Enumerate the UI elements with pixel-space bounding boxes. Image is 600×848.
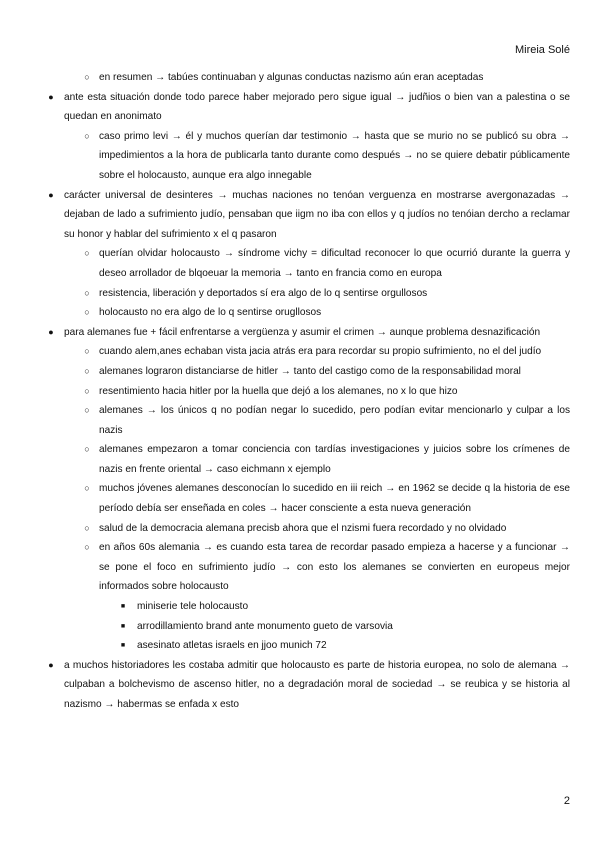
list-item — [0, 636, 600, 656]
list-item — [0, 382, 600, 402]
square-bullet-icon: ■ — [120, 603, 126, 611]
hollow-circle-bullet-icon: ○ — [84, 483, 90, 494]
hollow-circle-bullet-icon: ○ — [84, 346, 90, 357]
list-item-text: asesinato atletas israels en jjoo munich 72 — [137, 640, 327, 652]
list-item — [0, 362, 600, 382]
list-item-text: alemanes lograron distanciarse de hitler → tanto del castigo como de la responsabilidad moral — [99, 365, 521, 377]
hollow-circle-bullet-icon: ○ — [84, 444, 90, 455]
list-item-text: muchos jóvenes alemanes desconocían lo sucedido en iii reich → en 1962 se decide q la historia de ese período debía ser enseñada en coles → hacer consciente a esta nueva generación — [99, 483, 570, 515]
hollow-circle-bullet-icon: ○ — [84, 542, 90, 553]
square-bullet-icon: ■ — [120, 622, 126, 630]
list-item — [0, 323, 600, 343]
hollow-circle-bullet-icon: ○ — [84, 405, 90, 416]
list-item — [0, 401, 600, 440]
page-number: 2 — [563, 795, 570, 807]
list-item-text: a muchos historiadores les costaba admitir que holocausto es parte de historia europea, no solo de alemana → culpaban a bolchevismo de ascenso hitler, no a degradación moral de sociedad → se reubica y se historia al nazismo → habermas se enfada x esto — [64, 659, 570, 710]
list-item-text: miniserie tele holocausto — [137, 601, 249, 613]
list-item — [0, 617, 600, 637]
hollow-circle-bullet-icon: ○ — [84, 365, 90, 376]
list-item-text: carácter universal de desinteres → muchas naciones no tenóan verguenza en mostrarse avergonazadas → dejaban de lado a sufrimiento judío, pensaban que iigm no iba con ellos y q judíos no tenóian dercho a reclamar su honor y hablar del sufrimiento x el q pasaron — [64, 189, 570, 240]
filled-circle-bullet-icon: ● — [48, 91, 54, 102]
list-item-text: holocausto no era algo de lo q sentirse orugllosos — [99, 307, 322, 319]
hollow-circle-bullet-icon: ○ — [84, 385, 90, 396]
list-item-text: en años 60s alemania → es cuando esta tarea de recordar pasado empieza a hacerse y a funcionar → se pone el foco en sufrimiento judío → con esto los alemanes se convierten en europeus mejor informados sobre holocausto — [99, 542, 570, 593]
list-item — [0, 244, 600, 283]
filled-circle-bullet-icon: ● — [48, 326, 54, 337]
list-item — [0, 284, 600, 304]
list-item — [0, 479, 600, 518]
list-item — [0, 303, 600, 323]
hollow-circle-bullet-icon: ○ — [84, 287, 90, 298]
list-item — [0, 68, 600, 88]
list-item-text: para alemanes fue + fácil enfrentarse a vergüenza y asumir el crimen → aunque problema desnazificación — [64, 326, 541, 338]
list-item — [0, 597, 600, 617]
hollow-circle-bullet-icon: ○ — [84, 248, 90, 259]
filled-circle-bullet-icon: ● — [48, 189, 54, 200]
outline-list — [0, 68, 600, 715]
list-item-text: en resumen → tabúes continuaban y algunas conductas nazismo aún eran aceptadas — [99, 72, 484, 83]
hollow-circle-bullet-icon: ○ — [84, 307, 90, 318]
list-item — [0, 186, 600, 245]
square-bullet-icon: ■ — [120, 642, 126, 650]
hollow-circle-bullet-icon: ○ — [84, 130, 90, 141]
list-item-text: alemanes → los únicos q no podían negar lo sucedido, pero podían evitar mencionarlo y culpar a los nazis — [99, 405, 570, 436]
list-item-text: ante esta situación donde todo parece haber mejorado pero sigue igual → judñios o bien van a palestina o se quedan en anonimato — [64, 91, 570, 123]
list-item-text: cuando alem,anes echaban vista jacia atrás era para recordar su propio sufrimiento, no el del judío — [99, 346, 542, 358]
list-item-text: resentimiento hacia hitler por la huella que dejó a los alemanes, no x lo que hizo — [99, 385, 458, 397]
list-item — [0, 88, 600, 127]
list-item-text: arrodillamiento brand ante monumento gueto de varsovia — [137, 620, 393, 632]
list-item — [0, 519, 600, 539]
list-item-text: salud de la democracia alemana precisb ahora que el nzismi fuera recordado y no olvidado — [99, 522, 507, 534]
list-item-text: resistencia, liberación y deportados sí era algo de lo q sentirse orgullosos — [99, 287, 428, 299]
list-item — [0, 440, 600, 479]
author-name: Mireia Solé — [514, 44, 570, 56]
list-item — [0, 656, 600, 715]
filled-circle-bullet-icon: ● — [48, 659, 54, 670]
list-item-text: caso primo levi → él y muchos querían dar testimonio → hasta que se murio no se publicó su obra → impedimientos a la hora de publicarla tanto durante como después → no se quiere debatir públicamente sobre el holocausto, aunque era algo innegable — [99, 130, 570, 181]
hollow-circle-bullet-icon: ○ — [84, 522, 90, 533]
list-item-text: alemanes empezaron a tomar conciencia con tardías investigaciones y juicios sobre los crímenes de nazis en frente oriental → caso eichmann x ejemplo — [99, 444, 570, 475]
hollow-circle-bullet-icon: ○ — [84, 72, 90, 82]
list-item — [0, 342, 600, 362]
list-item — [0, 538, 600, 597]
list-item-text: querían olvidar holocausto → síndrome vichy = dificultad reconocer lo que ocurrió durante la guerra y deseo arrollador de blqoeuar la memoria → tanto en francia como en europa — [99, 248, 570, 279]
list-item — [0, 127, 600, 186]
